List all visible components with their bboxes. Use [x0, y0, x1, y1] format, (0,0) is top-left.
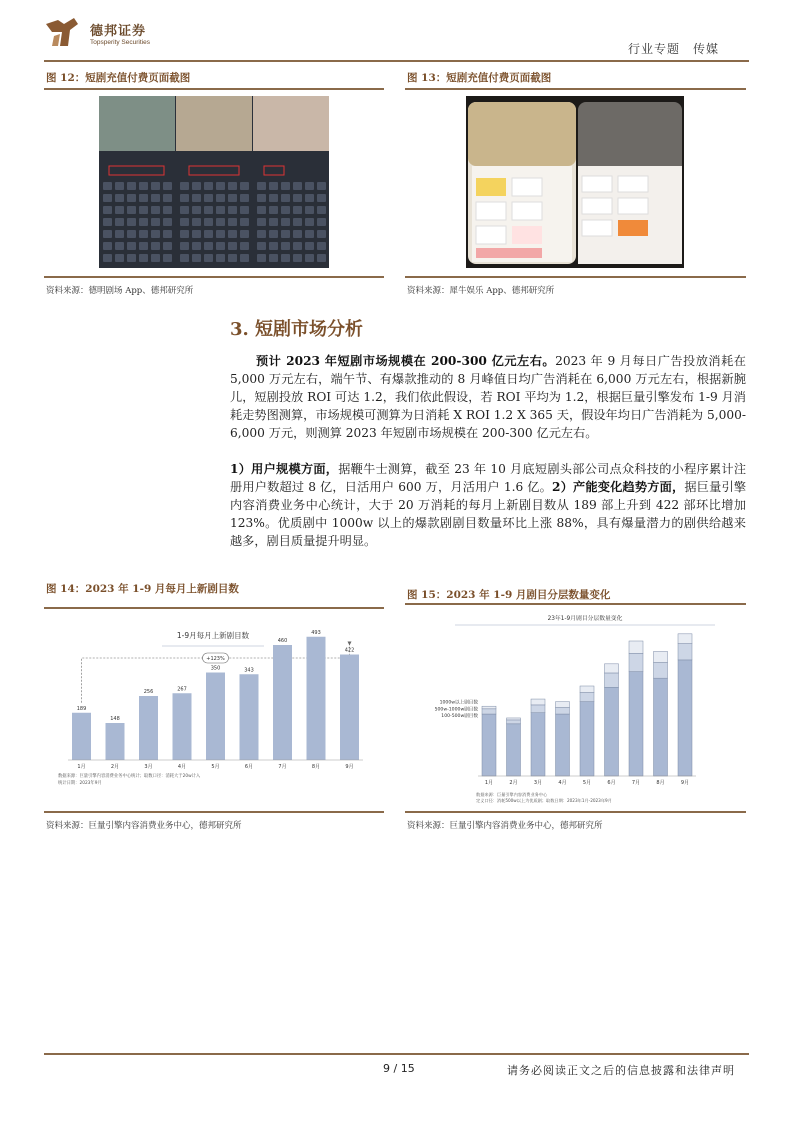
episode-tile: [305, 230, 314, 238]
episode-tile: [281, 182, 290, 190]
episode-tile: [180, 230, 189, 238]
fig15-bar-segment: [556, 702, 570, 708]
fig15-chart: [420, 608, 734, 806]
episode-tile: [163, 194, 172, 202]
episode-tile: [204, 218, 213, 226]
episode-tile: [305, 182, 314, 190]
fig14-value-label: 189: [76, 705, 87, 712]
fig15-bar-segment: [629, 641, 643, 653]
episode-tile: [180, 254, 189, 262]
episode-tile: [103, 218, 112, 226]
fig15-category-label: 6月: [607, 780, 616, 786]
fig14-value-label: 460: [277, 638, 288, 644]
fig14-value-label: 493: [311, 629, 321, 636]
fig15-bar-segment: [556, 708, 570, 715]
episode-tile: [269, 194, 278, 202]
episode-tile: [317, 242, 326, 250]
fig14-bar: [340, 655, 359, 761]
episode-tile: [216, 182, 225, 190]
fig14-top-rule: [44, 607, 384, 609]
episode-tile: [257, 254, 266, 262]
episode-tile: [192, 242, 201, 250]
fig15-bar-segment: [605, 673, 619, 687]
footer-divider: [44, 1053, 749, 1055]
episode-tile: [305, 254, 314, 262]
fig15-bar-segment: [580, 702, 594, 776]
fig15-bar-segment: [678, 660, 692, 776]
fig15-bar-segment: [605, 664, 619, 673]
legal-disclaimer: 请务必阅读正文之后的信息披露和法律声明: [507, 1064, 735, 1077]
episode-tile: [317, 194, 326, 202]
brand-name-en: Topsperity Securities: [90, 39, 150, 46]
episode-tile: [115, 182, 124, 190]
episode-tile: [240, 206, 249, 214]
episode-tile: [192, 182, 201, 190]
fig13-title: 图 13：短剧充值付费页面截图: [407, 72, 552, 84]
fig14-note1: 数据来源：巨量引擎内容消费业务中心统计；取数口径：消耗大于20w计入: [58, 774, 201, 779]
episode-tile: [317, 254, 326, 262]
episode-tile: [257, 206, 266, 214]
fig14-bar: [273, 645, 292, 760]
paragraph-market-size-lead: 预计 2023 年短剧市场规模在 200-300 亿元左右。: [256, 354, 556, 368]
episode-tile: [127, 206, 136, 214]
episode-tile: [305, 206, 314, 214]
episode-tile: [151, 218, 160, 226]
episode-tile: [139, 206, 148, 214]
fig15-bar-segment: [531, 705, 545, 713]
paragraph-capacity-body: 据巨量引擎内容消费业务中心统计，大于 20 万消耗的每月上新剧目数从 189 部上升到 422 部环比增加 123%。优质剧中 1000w 以上的爆款剧剧目数量环比上涨 88%，具有爆量潜力的剧供给越来越多，剧目质量提升明显。: [230, 480, 747, 548]
fig15-bar-segment: [629, 653, 643, 671]
episode-tile: [293, 242, 302, 250]
fig15-bar-segment: [507, 720, 521, 724]
episode-tile: [139, 230, 148, 238]
fig14-growth-label: +123%: [206, 656, 225, 662]
episode-tile: [305, 218, 314, 226]
episode-tile: [240, 254, 249, 262]
episode-tile: [293, 218, 302, 226]
fig15-bar-segment: [580, 686, 594, 693]
fig15-bar-segment: [531, 713, 545, 776]
fig14-note2: 统计日期：2023年9月: [58, 781, 102, 786]
episode-tile: [216, 230, 225, 238]
episode-tile: [192, 194, 201, 202]
episode-tile: [115, 206, 124, 214]
fig15-bar-segment: [482, 706, 496, 709]
fig12-bottom-rule: [44, 276, 384, 278]
episode-tile: [204, 194, 213, 202]
fig15-bar-segment: [678, 634, 692, 644]
episode-tile: [257, 230, 266, 238]
episode-tile: [228, 194, 237, 202]
episode-tile: [180, 206, 189, 214]
fig12-screenshot-image: [99, 96, 329, 268]
episode-tile: [204, 254, 213, 262]
episode-tile: [281, 254, 290, 262]
fig14-value-label: 256: [143, 689, 154, 695]
paragraph-user-scale-lead: 1）用户规模方面，: [230, 462, 339, 476]
fig15-legend-label: 100-500w剧目数: [441, 714, 478, 720]
fig15-category-label: 2月: [509, 780, 518, 786]
fig13-source: 资料来源：犀牛娱乐 App、德邦研究所: [407, 286, 555, 296]
episode-tile: [228, 254, 237, 262]
fig14-category-label: 7月: [278, 764, 287, 770]
episode-tile: [257, 242, 266, 250]
fig14-value-label: 343: [244, 667, 254, 674]
fig14-value-label: 267: [177, 686, 187, 693]
fig15-bar-segment: [507, 718, 521, 720]
fig14-category-label: 2月: [110, 764, 120, 770]
episode-tile: [127, 254, 136, 262]
episode-tile: [115, 194, 124, 202]
episode-tile: [163, 242, 172, 250]
fig15-legend-label: 500w-1000w剧目数: [434, 707, 478, 713]
fig15-category-label: 3月: [533, 780, 543, 786]
episode-tile: [192, 206, 201, 214]
episode-tile: [204, 182, 213, 190]
episode-tile: [192, 230, 201, 238]
episode-tile: [180, 218, 189, 226]
fig15-category-label: 9月: [680, 780, 690, 786]
fig14-category-label: 6月: [244, 764, 254, 770]
episode-tile: [204, 206, 213, 214]
fig13-screenshot-image: [466, 96, 684, 268]
fig14-chart-title: 1-9月每月上新剧目数: [176, 631, 250, 640]
fig14-title: 图 14：2023 年 1-9 月每月上新剧目数: [46, 583, 239, 595]
fig14-category-label: 4月: [177, 764, 187, 770]
paragraph-market-size-body: 2023 年 9 月每日广告投放消耗在 5,000 万元左右，端午节、有爆款推动的 8 月峰值日均广告消耗在 6,000 万元左右，根据新腕儿，短剧投放 ROI 可达 1.2，我们依此假设，若 ROI 平均为 1.2，根据巨量引擎发布 1-9 月消耗走势图测算，市场规模可测算为日消耗 X ROI 1.2 X 365 天，假设年均日广告消耗为 5,000-6,000 万元，则测算 2023 年短剧市场规模在 200-300 亿元左右。: [230, 354, 746, 440]
brand-logo-icon: [44, 16, 82, 50]
episode-tile: [293, 206, 302, 214]
episode-tile: [151, 230, 160, 238]
fig15-title: 图 15：2023 年 1-9 月剧目分层数量变化: [407, 589, 611, 601]
fig12-title: 图 12：短剧充值付费页面截图: [46, 72, 191, 84]
episode-tile: [317, 206, 326, 214]
fig13-screenshot: [466, 96, 684, 268]
fig15-legend-label: 1000w以上剧目数: [439, 700, 478, 706]
fig12-source: 资料来源：德明剧场 App、德邦研究所: [46, 286, 194, 296]
fig15-category-label: 1月: [484, 780, 494, 786]
fig14-bar: [206, 673, 225, 761]
fig15-bar-segment: [580, 693, 594, 702]
episode-tile: [293, 230, 302, 238]
fig14-bar: [106, 723, 125, 760]
fig14-category-label: 9月: [345, 764, 354, 770]
episode-tile: [216, 218, 225, 226]
episode-tile: [115, 230, 124, 238]
episode-tile: [216, 242, 225, 250]
fig12-screenshot: [99, 96, 329, 268]
episode-tile: [204, 230, 213, 238]
episode-tile: [163, 206, 172, 214]
episode-tile: [163, 230, 172, 238]
episode-tile: [281, 206, 290, 214]
episode-tile: [180, 242, 189, 250]
episode-tile: [103, 194, 112, 202]
episode-tile: [180, 182, 189, 190]
fig14-category-label: 1月: [77, 764, 86, 770]
episode-tile: [139, 194, 148, 202]
episode-tile: [103, 182, 112, 190]
fig14-category-label: 5月: [211, 764, 220, 770]
episode-tile: [103, 242, 112, 250]
fig14-bar: [139, 696, 158, 760]
episode-tile: [240, 218, 249, 226]
episode-tile: [269, 242, 278, 250]
fig14-bar: [72, 713, 91, 760]
episode-tile: [240, 182, 249, 190]
episode-tile: [228, 206, 237, 214]
episode-tile: [103, 230, 112, 238]
episode-tile: [228, 182, 237, 190]
episode-tile: [127, 182, 136, 190]
fig14-chart: [52, 618, 374, 804]
episode-tile: [269, 206, 278, 214]
section-title: 3. 短剧市场分析: [230, 319, 364, 340]
fig15-chart-title: 23年1-9月剧目分层数量变化: [547, 616, 623, 622]
episode-tile: [127, 218, 136, 226]
episode-tile: [103, 254, 112, 262]
fig15-bar-segment: [556, 714, 570, 776]
fig14-value-label: 148: [110, 716, 120, 722]
episode-tile: [163, 218, 172, 226]
episode-tile: [281, 230, 290, 238]
fig15-bar-segment: [678, 644, 692, 660]
episode-tile: [127, 242, 136, 250]
episode-tile: [192, 254, 201, 262]
episode-tile: [317, 230, 326, 238]
fig15-bar-segment: [629, 672, 643, 776]
paragraph-user-scale-body: 据鞭牛士测算，截至 23 年 10 月底短剧头部公司点众科技的小程序累计注册用户数超过 8 亿，日活用户 600 万，月活用户 1.6 亿。: [230, 462, 747, 494]
fig14-value-label: 422: [344, 647, 355, 654]
fig15-category-label: 7月: [631, 780, 641, 786]
fig14-bar: [240, 674, 259, 760]
brand-name-cn: 德邦证券: [90, 24, 147, 39]
episode-tile: [305, 194, 314, 202]
episode-tile: [139, 242, 148, 250]
episode-tile: [204, 242, 213, 250]
header-divider: [44, 60, 749, 62]
episode-tile: [151, 194, 160, 202]
fig15-category-label: 8月: [656, 780, 665, 786]
episode-tile: [281, 218, 290, 226]
episode-tile: [317, 218, 326, 226]
paragraph-user-scale: [230, 460, 746, 550]
episode-tile: [228, 230, 237, 238]
episode-tile: [216, 194, 225, 202]
episode-tile: [240, 230, 249, 238]
paragraph-market-size: [230, 352, 746, 442]
paragraph-capacity-lead: 2）产能变化趋势方面，: [552, 480, 685, 494]
episode-tile: [281, 242, 290, 250]
fig15-note1: 数据来源：巨量引擎内容消费业务中心: [476, 792, 548, 797]
fig15-bottom-rule: [405, 811, 746, 813]
fig14-bar: [307, 637, 326, 760]
episode-tile: [293, 182, 302, 190]
episode-tile: [269, 218, 278, 226]
fig14-bar: [173, 693, 192, 760]
episode-tile: [228, 242, 237, 250]
episode-tile: [281, 194, 290, 202]
fig15-note2: 定义口径：消耗500w以上为优质剧；取数日期：2023年1月-2023年9月: [476, 798, 612, 803]
episode-tile: [163, 254, 172, 262]
episode-tile: [151, 206, 160, 214]
fig14-category-label: 8月: [311, 764, 321, 770]
fig15-bar-segment: [654, 663, 668, 679]
fig15-category-label: 4月: [558, 780, 567, 786]
fig13-bottom-rule: [405, 276, 746, 278]
fig15-bar-segment: [507, 724, 521, 776]
fig15-category-label: 5月: [582, 780, 592, 786]
episode-tile: [139, 218, 148, 226]
episode-tile: [139, 254, 148, 262]
episode-tile: [115, 254, 124, 262]
episode-tile: [139, 182, 148, 190]
fig15-bar-segment: [482, 714, 496, 776]
episode-tile: [151, 182, 160, 190]
episode-tile: [305, 242, 314, 250]
episode-tile: [127, 230, 136, 238]
report-category: 行业专题 传媒: [627, 42, 719, 56]
episode-tile: [228, 218, 237, 226]
episode-tile: [257, 218, 266, 226]
episode-tile: [317, 182, 326, 190]
fig13-top-rule: [405, 88, 746, 90]
episode-tile: [115, 242, 124, 250]
fig15-source: 资料来源：巨量引擎内容消费业务中心，德邦研究所: [407, 821, 603, 831]
brand-logo: [44, 14, 164, 54]
episode-tile: [127, 194, 136, 202]
fig15-bar-segment: [654, 651, 668, 662]
episode-tile: [240, 194, 249, 202]
page-number: 9 / 15: [383, 1062, 415, 1075]
episode-tile: [269, 254, 278, 262]
episode-tile: [192, 218, 201, 226]
episode-tile: [151, 242, 160, 250]
episode-tile: [257, 194, 266, 202]
fig15-bar-segment: [531, 699, 545, 705]
episode-tile: [240, 242, 249, 250]
episode-tile: [216, 206, 225, 214]
episode-tile: [115, 218, 124, 226]
fig14-source: 资料来源：巨量引擎内容消费业务中心，德邦研究所: [46, 821, 242, 831]
fig14-value-label: 350: [210, 665, 221, 672]
fig14-category-label: 3月: [144, 764, 153, 770]
episode-tile: [257, 182, 266, 190]
episode-tile: [151, 254, 160, 262]
episode-tile: [216, 254, 225, 262]
fig14-bottom-rule: [44, 811, 384, 813]
fig15-bar-segment: [605, 687, 619, 776]
fig15-top-rule: [405, 603, 746, 605]
episode-tile: [293, 254, 302, 262]
fig15-bar-segment: [482, 709, 496, 714]
episode-tile: [269, 230, 278, 238]
episode-tile: [163, 182, 172, 190]
episode-tile: [103, 206, 112, 214]
episode-tile: [180, 194, 189, 202]
episode-tile: [293, 194, 302, 202]
fig15-bar-segment: [654, 678, 668, 776]
fig12-top-rule: [44, 88, 384, 90]
episode-tile: [269, 182, 278, 190]
